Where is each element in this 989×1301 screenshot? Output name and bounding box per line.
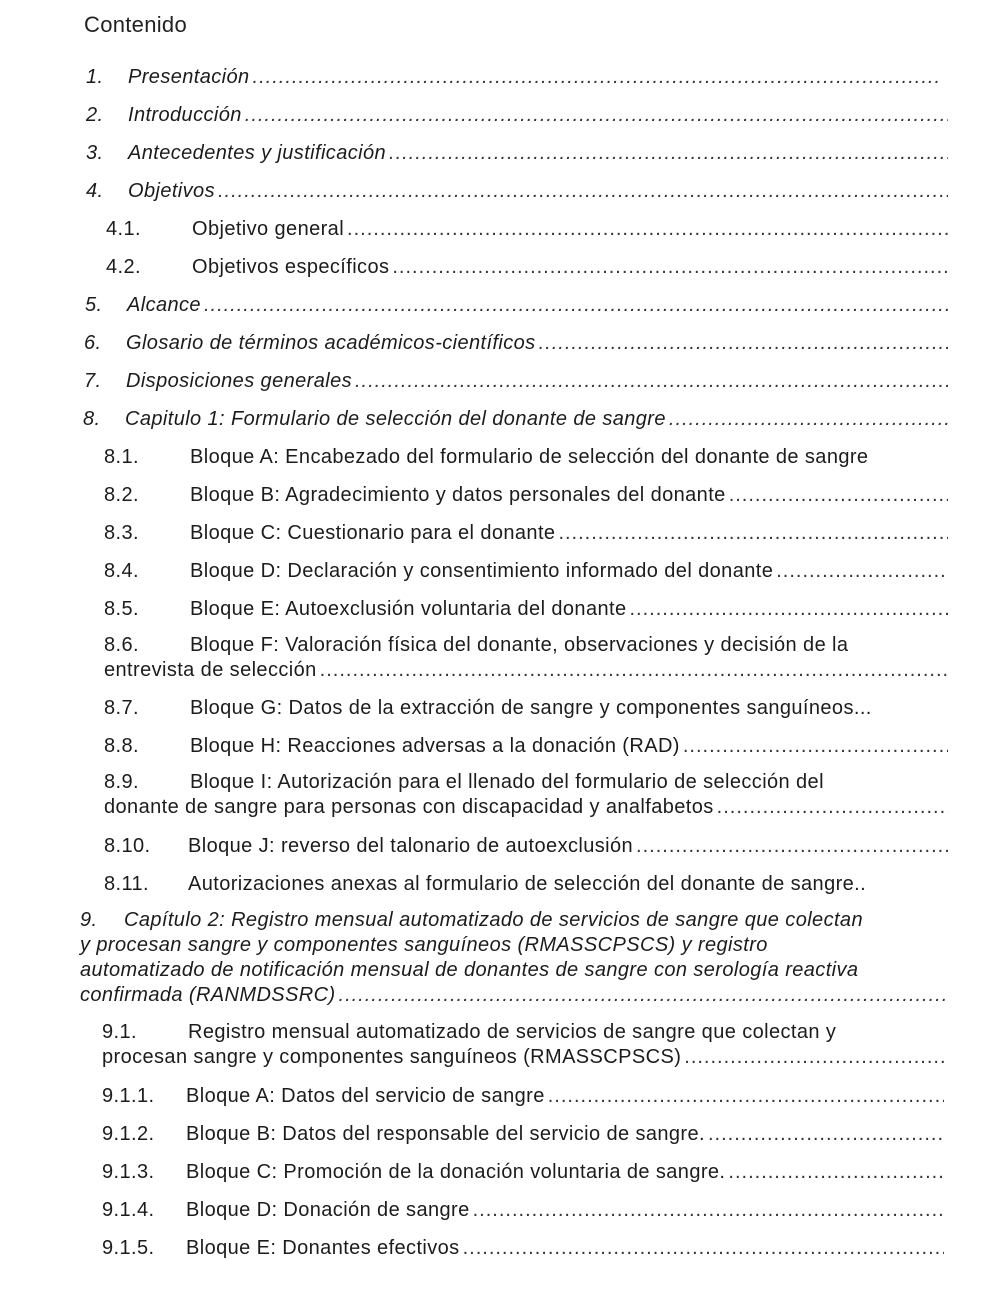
dot-leader (728, 1160, 944, 1185)
toc-entry-number: 7. (84, 370, 102, 392)
toc-entry[interactable] (80, 908, 948, 1008)
toc-entry[interactable] (86, 65, 938, 90)
dot-leader (463, 1236, 944, 1261)
toc-entry-title: Autorizaciones anexas al formulario de selección del donante de sangre.. (188, 873, 867, 895)
toc-entry-number: 8.2. (104, 484, 139, 506)
toc-entry-title: Bloque E: Donantes efectivos (186, 1237, 460, 1259)
toc-entry-number: 4.1. (106, 218, 141, 240)
toc-entry-number: 8.5. (104, 598, 139, 620)
toc-entry-title-continuation: confirmada (RANMDSSRC) (80, 984, 336, 1006)
toc-entry-number: 8.8. (104, 735, 139, 757)
toc-entry[interactable] (102, 1084, 944, 1109)
toc-entry-number: 3. (86, 142, 104, 164)
toc-entry[interactable] (85, 293, 948, 318)
toc-entry-title-continuation: donante de sangre para personas con discapacidad y analfabetos (104, 796, 714, 818)
toc-entry-number: 4.2. (106, 256, 141, 278)
toc-entry[interactable] (106, 255, 948, 280)
dot-leader (204, 293, 948, 318)
toc-entry-title: Registro mensual automatizado de servicios de sangre que colectan y (188, 1021, 837, 1043)
dot-leader (339, 983, 948, 1008)
toc-entry[interactable] (104, 559, 948, 584)
dot-leader (320, 658, 948, 683)
toc-entry[interactable] (104, 597, 948, 622)
toc-entry[interactable] (102, 1122, 944, 1147)
toc-entry[interactable] (104, 872, 948, 897)
dot-leader (253, 65, 938, 90)
dot-leader (669, 407, 948, 432)
toc-entry-title: Bloque E: Autoexclusión voluntaria del donante (190, 598, 627, 620)
dot-leader (355, 369, 948, 394)
dot-leader (629, 597, 948, 622)
toc-entry-title-continuation: automatizado de notificación mensual de donantes de sangre con serología reactiva (80, 959, 859, 981)
toc-entry-title: Bloque B: Agradecimiento y datos personales del donante (190, 484, 726, 506)
dot-leader (636, 834, 948, 859)
dot-leader (218, 179, 948, 204)
dot-leader (548, 1084, 944, 1109)
toc-entry[interactable] (86, 103, 948, 128)
toc-entry[interactable] (86, 141, 948, 166)
toc-entry-number: 9.1.2. (102, 1123, 155, 1145)
toc-entry[interactable] (104, 483, 948, 508)
toc-entry-title: Capitulo 1: Formulario de selección del donante de sangre (125, 408, 666, 430)
toc-entry[interactable] (104, 633, 948, 683)
toc-entry[interactable] (102, 1198, 944, 1223)
dot-leader (558, 521, 948, 546)
toc-entry-number: 2. (86, 104, 104, 126)
toc-entry[interactable] (84, 369, 948, 394)
toc-entry-number: 8.7. (104, 697, 139, 719)
toc-entry-number: 8.3. (104, 522, 139, 544)
toc-entry-title: Bloque G: Datos de la extracción de sangre y componentes sanguíneos... (190, 697, 872, 719)
toc-entry-title: Bloque H: Reacciones adversas a la donación (RAD) (190, 735, 680, 757)
toc-entry[interactable] (102, 1160, 944, 1185)
toc-entry-number: 5. (85, 294, 103, 316)
toc-entry[interactable] (102, 1020, 944, 1070)
toc-entry-title: Bloque C: Cuestionario para el donante (190, 522, 556, 544)
toc-entry-number: 9.1.1. (102, 1085, 155, 1107)
dot-leader (683, 734, 948, 759)
toc-entry[interactable] (83, 407, 948, 432)
toc-entry-title: Objetivos específicos (192, 256, 390, 278)
dot-leader (708, 1122, 944, 1147)
toc-entry-number: 8.6. (104, 634, 139, 656)
toc-entry-number: 9.1.4. (102, 1199, 155, 1221)
toc-heading: Contenido (84, 12, 187, 37)
toc-entry-number: 8.1. (104, 446, 139, 468)
dot-leader (539, 331, 948, 356)
toc-entry-title: Objetivos (128, 180, 215, 202)
toc-entry[interactable] (104, 521, 948, 546)
toc-entry-number: 8.11. (104, 873, 149, 895)
toc-entry-number: 9. (80, 909, 98, 931)
toc-entry[interactable] (104, 734, 948, 759)
toc-entry-title: Bloque J: reverso del talonario de autoexclusión (188, 835, 634, 857)
toc-entry-title-continuation: entrevista de selección (104, 659, 317, 681)
toc-entry[interactable] (104, 445, 948, 470)
toc-entry-title: Objetivo general (192, 218, 345, 240)
toc-entry-number: 1. (86, 66, 104, 88)
toc-entry-number: 8. (83, 408, 101, 430)
toc-entry-number: 8.10. (104, 835, 151, 857)
dot-leader (473, 1198, 944, 1223)
toc-entry-title: Capítulo 2: Registro mensual automatizado de servicios de sangre que colectan (124, 909, 863, 931)
toc-entry[interactable] (84, 331, 948, 356)
toc-entry-title: Bloque F: Valoración física del donante, observaciones y decisión de la (190, 634, 849, 656)
dot-leader (684, 1045, 944, 1070)
toc-entry[interactable] (86, 179, 948, 204)
toc-entry-number: 6. (84, 332, 102, 354)
dot-leader (347, 217, 948, 242)
toc-entry-title: Bloque A: Encabezado del formulario de selección del donante de sangre (190, 446, 869, 468)
toc-entry-title: Bloque D: Donación de sangre (186, 1199, 470, 1221)
toc-entry-title: Bloque I: Autorización para el llenado del formulario de selección del (190, 771, 824, 793)
toc-entry-title-continuation: y procesan sangre y componentes sanguíneos (RMASSCPSCS) y registro (80, 934, 768, 956)
toc-entry-title: Introducción (128, 104, 242, 126)
toc-entry-title: Alcance (127, 294, 201, 316)
dot-leader (392, 255, 948, 280)
dot-leader (776, 559, 948, 584)
toc-entry[interactable] (104, 834, 948, 859)
toc-entry[interactable] (104, 770, 948, 820)
toc-entry-number: 8.4. (104, 560, 139, 582)
dot-leader (717, 795, 948, 820)
toc-entry-number: 9.1.3. (102, 1161, 155, 1183)
dot-leader (729, 483, 948, 508)
toc-entry[interactable] (106, 217, 948, 242)
toc-entry-title: Bloque B: Datos del responsable del servicio de sangre. (186, 1123, 705, 1145)
toc-entry-number: 9.1.5. (102, 1237, 155, 1259)
toc-entry-title: Glosario de términos académicos-científicos (126, 332, 536, 354)
toc-entry-title: Presentación (128, 66, 250, 88)
toc-entry-title: Bloque D: Declaración y consentimiento informado del donante (190, 560, 774, 582)
toc-entry-title: Bloque C: Promoción de la donación voluntaria de sangre. (186, 1161, 726, 1183)
toc-entry[interactable] (104, 696, 948, 721)
dot-leader (245, 103, 948, 128)
toc-entry-number: 4. (86, 180, 104, 202)
toc-entry-title: Bloque A: Datos del servicio de sangre (186, 1085, 545, 1107)
toc-entry-title: Disposiciones generales (126, 370, 352, 392)
toc-entry-number: 9.1. (102, 1021, 137, 1043)
toc-entry[interactable] (102, 1236, 944, 1261)
dot-leader (389, 141, 948, 166)
toc-entry-title: Antecedentes y justificación (128, 142, 387, 164)
toc-entry-title-continuation: procesan sangre y componentes sanguíneos (RMASSCPSCS) (102, 1046, 682, 1068)
toc-entry-number: 8.9. (104, 771, 139, 793)
